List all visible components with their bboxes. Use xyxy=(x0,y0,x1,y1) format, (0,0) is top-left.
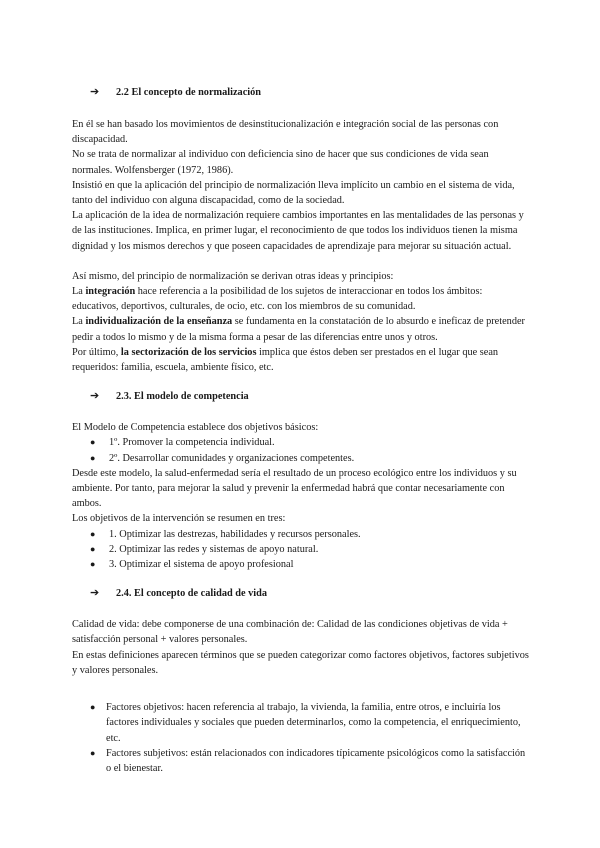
bullet-icon: ● xyxy=(90,559,96,570)
list-item: ● 1º. Promover la competencia individual. xyxy=(72,435,530,450)
paragraph: No se trata de normalizar al individuo con deficiencia sino de hacer que sus condiciones de vida sean normales. Wolfensberger (1972, 1986). xyxy=(72,149,489,176)
bullet-icon: ● xyxy=(90,702,96,713)
arrow-icon: ➔ xyxy=(90,389,100,402)
term-sectorizacion: la sectorización de los servicios xyxy=(120,346,257,358)
bullet-icon: ● xyxy=(90,528,96,539)
term-individualizacion: individualización de la enseñanza xyxy=(85,316,233,328)
bullet-icon: ● xyxy=(90,452,96,463)
heading-competencia xyxy=(90,387,530,405)
list-item: ● Factores objetivos: hacen referencia al trabajo, la vivienda, la familia, entre otros, e incluiría los factores individuales y sociales que pueden determinarlos, como la competencia, el enriquecimiento, etc. xyxy=(90,702,521,744)
heading-calidad-de-vida xyxy=(90,584,530,602)
list-item: ● Factores subjetivos: están relacionados con indicadores típicamente psicológicos como la satisfacción o el bienestar. xyxy=(90,747,526,774)
bullet-icon: ● xyxy=(90,437,96,448)
paragraph: El Modelo de Competencia establece dos objetivos básicos: xyxy=(72,422,319,434)
list-item: ● 2º. Desarrollar comunidades y organizaciones competentes. xyxy=(72,451,530,466)
term-integracion: integración xyxy=(85,286,136,298)
bullet-icon: ● xyxy=(90,543,96,554)
paragraph-integracion: La integración hace referencia a la posibilidad de los sujetos de interaccionar en todos los ámbitos: educativos, deportivos, culturales, de ocio, etc. con los miembros de su comunidad. xyxy=(72,286,483,313)
list-item: ● 2. Optimizar las redes y sistemas de apoyo natural. xyxy=(72,542,530,557)
heading-normalizacion xyxy=(90,84,530,102)
list-item: ● 1. Optimizar las destrezas, habilidades y recursos personales. xyxy=(72,527,530,542)
paragraph: En estas definiciones aparecen términos que se pueden categorizar como factores objetivos, factores subjetivos y valores personales. xyxy=(72,649,529,676)
heading-title: 2.2 El concepto de normalización xyxy=(116,87,262,99)
paragraph: Los objetivos de la intervención se resumen en tres: xyxy=(72,513,286,525)
paragraph-individualizacion: La individualización de la enseñanza se fundamenta en la constatación de lo absurdo e ineficaz de pretender pedir a todos lo mismo y de la misma forma a pesar de las diferencias entre unos y otros. xyxy=(72,316,525,343)
bullet-icon: ● xyxy=(90,747,96,758)
objectives-list xyxy=(72,435,530,465)
arrow-icon: ➔ xyxy=(90,586,100,599)
heading-title: 2.4. El concepto de calidad de vida xyxy=(116,587,268,599)
paragraph-sectorizacion: Por último, la sectorización de los servicios implica que éstos deben ser prestados en el lugar que sean requeridos: familia, escuela, ambiente físico, etc. xyxy=(72,346,499,374)
document-page xyxy=(72,84,530,776)
paragraph: En él se han basado los movimientos de desinstitucionalización e integración social de las personas con discapacidad. xyxy=(72,119,499,146)
paragraph: Así mismo, del principio de normalización se derivan otras ideas y principios: xyxy=(72,270,394,282)
arrow-icon: ➔ xyxy=(90,86,100,99)
paragraph: Calidad de vida: debe componerse de una combinación de: Calidad de las condiciones objetivas de vida + satisfacción personal + valores personales. xyxy=(72,619,508,646)
goals-list xyxy=(72,527,530,573)
list-item: ● 3. Optimizar el sistema de apoyo profesional xyxy=(72,557,530,572)
paragraph: La aplicación de la idea de normalización requiere cambios importantes en las mentalidades de las personas y de las instituciones. Implica, en primer lugar, el reconocimiento de que todos los individuos tienen la misma dignidad y los mismos derechos y que poseen capacidades de aprendizaje para mejorar su situación actual. xyxy=(72,210,524,252)
factors-list xyxy=(72,700,530,776)
heading-title: 2.3. El modelo de competencia xyxy=(116,390,249,402)
paragraph: Desde este modelo, la salud-enfermedad sería el resultado de un proceso ecológico entre los individuos y su ambiente. Por tanto, para mejorar la salud y prevenir la enfermedad habrá que contar necesariamente con ambos. xyxy=(72,467,517,510)
paragraph: Insistió en que la aplicación del principio de normalización lleva implícito un cambio en el sistema de vida, tanto del individuo con alguna discapacidad, como de la sociedad. xyxy=(72,179,515,207)
